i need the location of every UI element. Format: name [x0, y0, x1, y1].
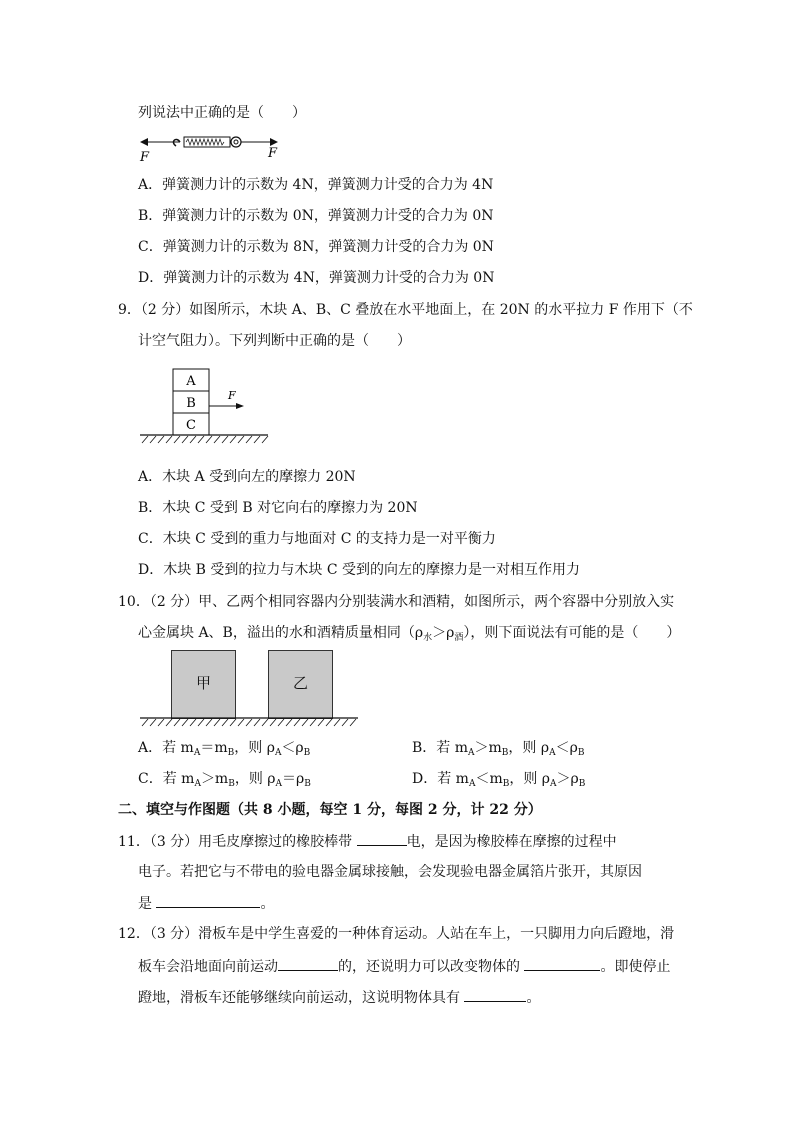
- q10-option-a: A．若 $m_A=m_B$，则 $\rho_A<\rho_B$: [138, 740, 311, 758]
- q12-line2: 板车会沿地面向前运动 的，还说明力可以改变物体的 。即使停止: [138, 959, 671, 975]
- q10-option-b: B．若 $m_A>m_B$，则 $\rho_A<\rho_B$: [412, 740, 585, 758]
- block-b-label: B: [186, 396, 196, 411]
- q12-line1: 12．（3 分）滑板车是中学生喜爱的一种体育运动。人站在车上，一只脚用力向后蹬地，滑: [118, 926, 675, 942]
- force-label-left: F: [140, 150, 150, 165]
- q9-stem-line2: 计空气阻力）。下列判断中正确的是（ ）: [138, 333, 411, 349]
- q11-blank-2: [156, 894, 260, 908]
- container-jia: 甲: [171, 650, 236, 719]
- q8-option-d: D．弹簧测力计的示数为 4N，弹簧测力计受的合力为 0N: [138, 270, 495, 286]
- q12-line3: 蹬地，滑板车还能够继续向前运动，这说明物体具有 。: [138, 990, 541, 1006]
- ground-line: [140, 718, 358, 728]
- q8-option-a: A．弹簧测力计的示数为 4N，弹簧测力计受的合力为 4N: [138, 177, 494, 193]
- q8-option-c: C．弹簧测力计的示数为 8N，弹簧测力计受的合力为 0N: [138, 239, 494, 255]
- q10-option-c: C．若 $m_A>m_B$，则 $\rho_A=\rho_B$: [138, 771, 311, 789]
- q10-option-d: D．若 $m_A<m_B$，则 $\rho_A>\rho_B$: [412, 771, 586, 789]
- q9-option-a: A．木块 A 受到向左的摩擦力 20N: [138, 469, 356, 485]
- force-label: F: [228, 389, 236, 402]
- block-c-label: C: [186, 418, 196, 433]
- q12-blank-2: [524, 957, 600, 971]
- q8-stem-tail: 列说法中正确的是（ ）: [138, 105, 306, 121]
- q12-blank-3: [464, 988, 526, 1002]
- q10-stem-line2: 心金属块 A、B，溢出的水和酒精质量相同$(\rho_水>\rho_酒)$，则下面说法有可能的是（ ）: [138, 625, 681, 643]
- q9-option-d: D．木块 B 受到的拉力与木块 C 受到的向左的摩擦力是一对相互作用力: [138, 562, 581, 578]
- q9-option-c: C．木块 C 受到的重力与地面对 C 的支持力是一对平衡力: [138, 531, 496, 547]
- q8-option-b: B．弹簧测力计的示数为 0N，弹簧测力计受的合力为 0N: [138, 208, 494, 224]
- q11-blank-1: [357, 832, 407, 846]
- q11-line2: 电子。若把它与不带电的验电器金属球接触，会发现验电器金属箔片张开，其原因: [138, 864, 642, 880]
- q9-stem-line1: 9．（2 分）如图所示，木块 A、B、C 叠放在水平地面上，在 20N 的水平拉力 F 作用下（不: [118, 302, 693, 318]
- q9-option-b: B．木块 C 受到 B 对它向右的摩擦力为 20N: [138, 500, 418, 516]
- stacked-blocks-figure: [140, 368, 272, 446]
- q11-line1: 11．（3 分）用毛皮摩擦过的橡胶棒带 电，是因为橡胶棒在摩擦的过程中: [118, 834, 617, 850]
- q12-blank-1: [278, 957, 338, 971]
- q11-line3: 是 。: [138, 896, 275, 912]
- block-a-label: A: [186, 374, 196, 389]
- spring-scale-figure: [140, 130, 290, 164]
- q10-stem-line1: 10．（2 分）甲、乙两个相同容器内分别装满水和酒精，如图所示，两个容器中分别放入实: [118, 594, 675, 610]
- section-heading: 二、填空与作图题（共 8 小题，每空 1 分，每图 2 分，计 22 分）: [118, 802, 542, 818]
- container-yi: 乙: [268, 650, 333, 719]
- force-label-right: F: [268, 146, 278, 161]
